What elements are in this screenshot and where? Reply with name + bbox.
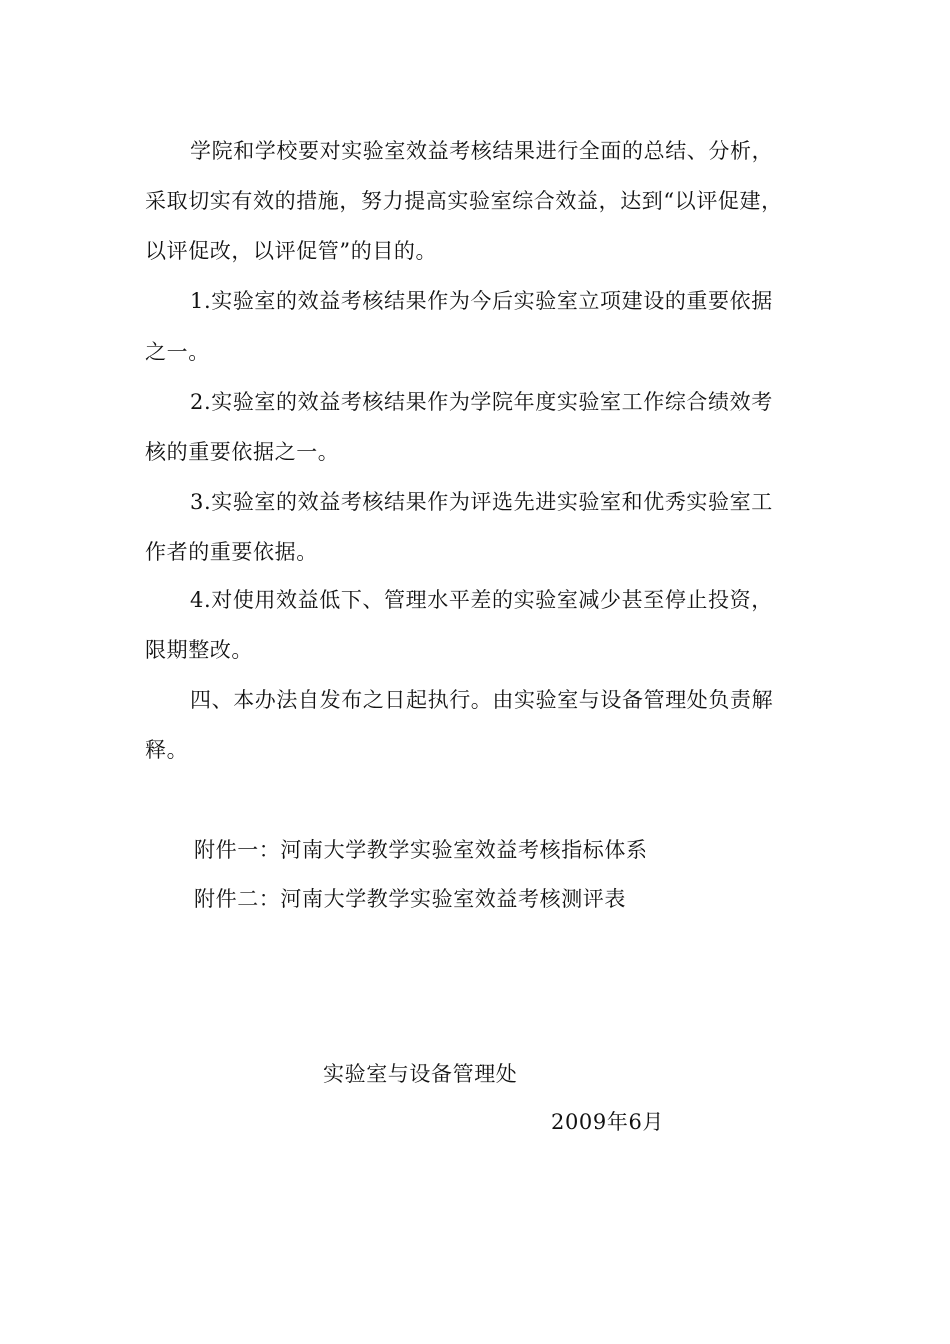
- issuing-department: 实验室与设备管理处: [323, 1062, 518, 1086]
- paragraph-1-line-1: 学院和学校要对实验室效益考核结果进行全面的总结、分析，: [190, 139, 774, 163]
- item-3-line-2: 作者的重要依据。: [145, 540, 318, 564]
- item-1-line-2: 之一。: [145, 340, 210, 364]
- paragraph-1-line-3: 以评促改，以评促管”的目的。: [145, 239, 438, 263]
- section-4-line-1: 四、本办法自发布之日起执行。由实验室与设备管理处负责解: [190, 688, 774, 712]
- item-1-line-1: 1.实验室的效益考核结果作为今后实验室立项建设的重要依据: [190, 289, 773, 313]
- issue-date: 2009年6月: [551, 1110, 665, 1134]
- item-3-line-1: 3.实验室的效益考核结果作为评选先进实验室和优秀实验室工: [190, 490, 773, 514]
- section-4-line-2: 释。: [145, 738, 189, 762]
- paragraph-1-line-2: 采取切实有效的措施，努力提高实验室综合效益，达到“以评促建，: [145, 189, 783, 213]
- attachment-2: 附件二：河南大学教学实验室效益考核测评表: [194, 887, 626, 911]
- item-4-line-2: 限期整改。: [145, 638, 253, 662]
- attachment-1: 附件一：河南大学教学实验室效益考核指标体系: [194, 838, 648, 862]
- item-2-line-1: 2.实验室的效益考核结果作为学院年度实验室工作综合绩效考: [190, 390, 773, 414]
- item-4-line-1: 4.对使用效益低下、管理水平差的实验室减少甚至停止投资，: [190, 588, 773, 612]
- item-2-line-2: 核的重要依据之一。: [145, 440, 340, 464]
